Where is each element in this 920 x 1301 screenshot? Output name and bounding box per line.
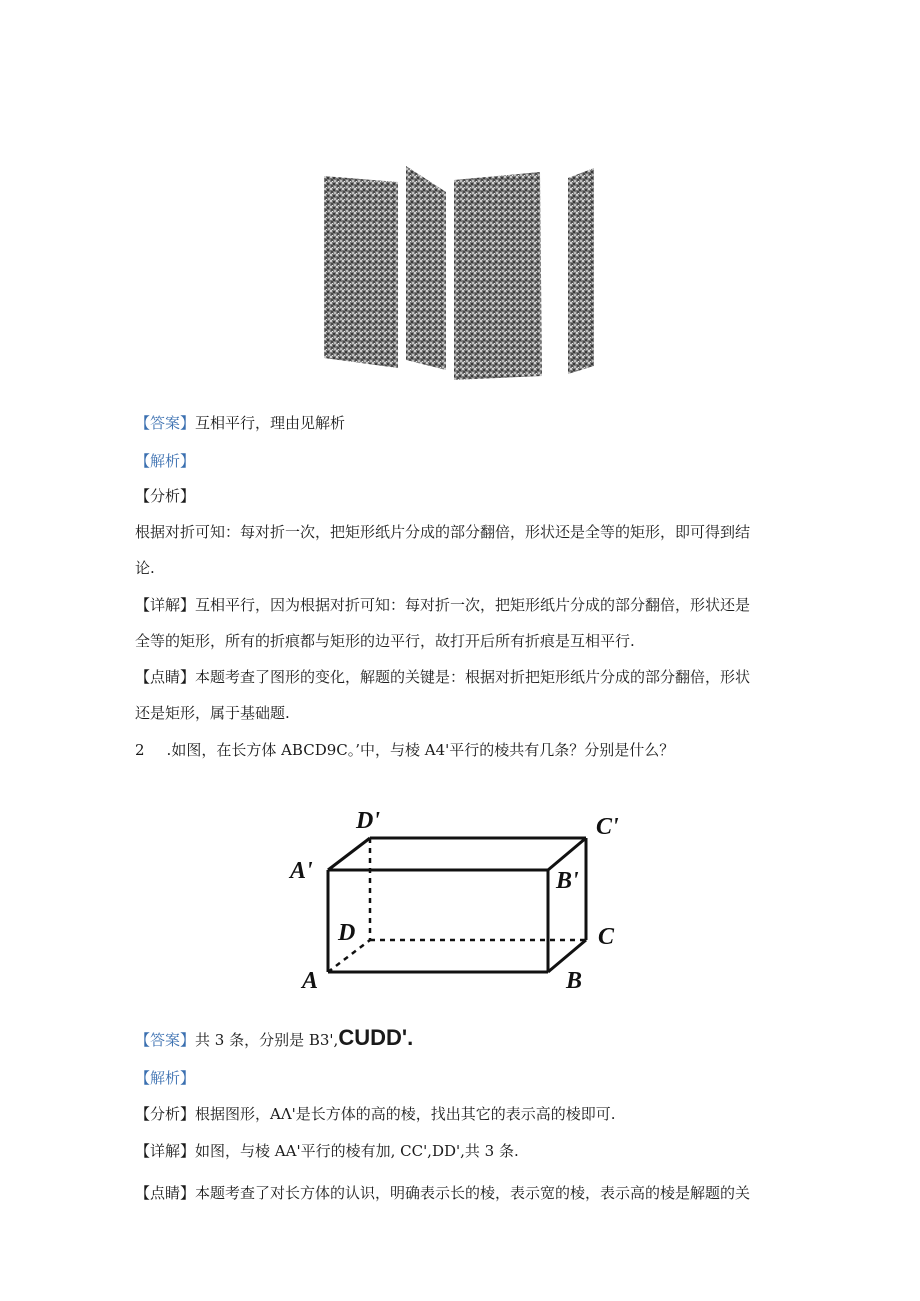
- fenxi-tag: 【分析】: [135, 1105, 196, 1123]
- q1-fenxi-line1: 根据对折可知：每对折一次，把矩形纸片分成的部分翻倍，形状还是全等的矩形，即可得到结: [135, 523, 751, 541]
- question-number: 2: [135, 741, 145, 759]
- q2-answer: [135, 1026, 413, 1052]
- answer-text: 互相平行，理由见解析: [195, 414, 346, 432]
- edge-top-right: [548, 838, 586, 870]
- dianjing-text: 本题考查了对长方体的认识，明确表示长的棱，表示宽的棱，表示高的棱是解题的关: [195, 1184, 751, 1202]
- q1-fenxi-tag: [135, 486, 195, 506]
- analysis-tag: 【解析】: [135, 452, 196, 470]
- q1-dianjing-line1: [135, 667, 750, 687]
- folded-paper-image: [318, 158, 603, 383]
- dianjing-text: 本题考查了图形的变化，解题的关键是：根据对折把矩形纸片分成的部分翻倍，形状: [195, 668, 751, 686]
- fenxi-text: 根据图形，AΛ'是长方体的高的棱，找出其它的表示高的棱即可.: [195, 1105, 616, 1123]
- q1-fenxi-line2: 论.: [135, 559, 155, 577]
- answer-big-text: CUDD'.: [338, 1025, 414, 1050]
- question-text: .如图，在长方体 ABCD9C。’中，与棱 A4'平行的棱共有几条？分别是什么？: [166, 741, 675, 759]
- cuboid-figure: [286, 798, 646, 998]
- label-c-prime: C': [596, 814, 619, 840]
- label-b: B: [566, 968, 583, 994]
- q1-dianjing-line2: 还是矩形，属于基础题.: [135, 704, 290, 722]
- q1-answer: [135, 413, 345, 433]
- answer-tag: 【答案】: [135, 1031, 196, 1049]
- xiangjie-text: 互相平行，因为根据对折可知：每对折一次，把矩形纸片分成的部分翻倍，形状还是: [195, 596, 751, 614]
- edge-top-left: [328, 838, 370, 870]
- q2-analysis-tag: [135, 1068, 195, 1088]
- xiangjie-text: 如图，与棱 AA'平行的棱有加, CC',DD',共 3 条.: [195, 1142, 519, 1160]
- q1-analysis-tag: [135, 451, 195, 471]
- fenxi-tag: 【分析】: [135, 487, 196, 505]
- analysis-tag: 【解析】: [135, 1069, 196, 1087]
- label-d-prime: D': [356, 808, 380, 834]
- q2-xiangjie: [135, 1141, 519, 1161]
- paper-panel-3: [454, 172, 542, 380]
- paper-panel-1: [324, 176, 398, 368]
- q1-xiangjie-line1: [135, 595, 750, 615]
- label-d: D: [338, 920, 356, 946]
- label-a: A: [302, 968, 319, 994]
- label-b-prime: B': [556, 868, 579, 894]
- q2-dianjing: [135, 1183, 750, 1203]
- answer-tag: 【答案】: [135, 414, 196, 432]
- xiangjie-tag: 【详解】: [135, 596, 196, 614]
- q2-question: [135, 740, 674, 760]
- answer-text: 共 3 条，分别是 B3',: [195, 1031, 339, 1049]
- dianjing-tag: 【点睛】: [135, 1184, 196, 1202]
- paper-panel-4: [568, 168, 594, 374]
- label-c: C: [598, 924, 615, 950]
- dianjing-tag: 【点睛】: [135, 668, 196, 686]
- xiangjie-tag: 【详解】: [135, 1142, 196, 1160]
- q2-fenxi: [135, 1104, 616, 1124]
- paper-panel-2: [406, 166, 446, 370]
- q1-xiangjie-line2: 全等的矩形，所有的折痕都与矩形的边平行，故打开后所有折痕是互相平行.: [135, 632, 635, 650]
- label-a-prime: A': [290, 858, 313, 884]
